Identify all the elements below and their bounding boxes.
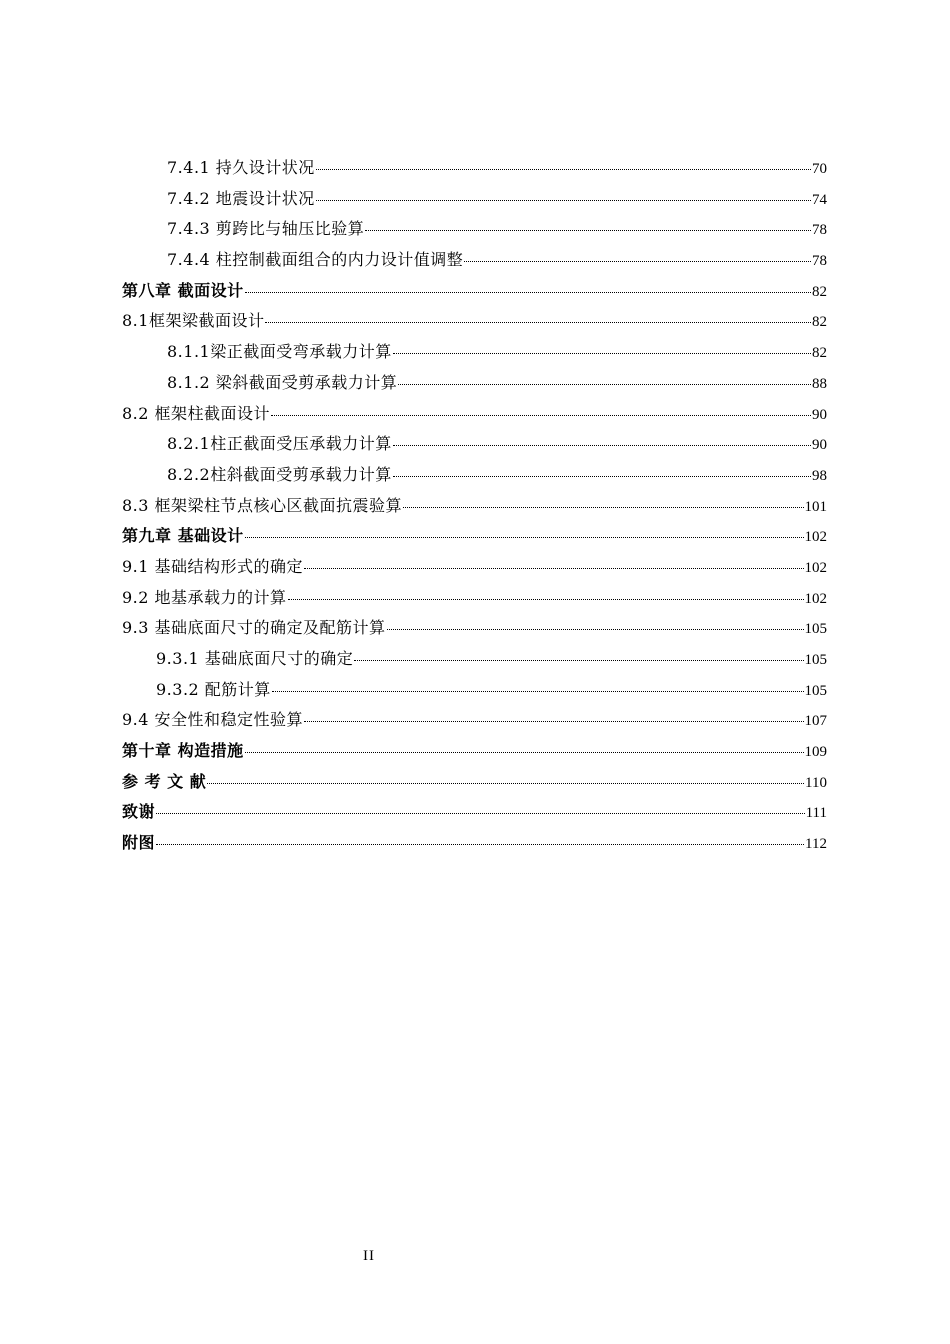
toc-entry[interactable] <box>122 767 827 798</box>
toc-entry-label: 8.2.1柱正截面受压承载力计算 <box>167 434 392 454</box>
toc-dot-leader <box>245 537 804 538</box>
toc-entry-label: 7.4.4 柱控制截面组合的内力设计值调整 <box>167 250 464 270</box>
toc-entry-page: 109 <box>804 744 827 761</box>
toc-entry-page: 90 <box>812 437 827 454</box>
toc-entry-label: 9.1 基础结构形式的确定 <box>122 556 304 576</box>
toc-entry-page: 102 <box>804 590 827 607</box>
toc-entry-label: 第十章 构造措施 <box>122 741 244 761</box>
toc-entry[interactable] <box>122 368 827 399</box>
toc-dot-leader <box>316 200 811 201</box>
toc-entry[interactable] <box>122 276 827 307</box>
toc-entry-label: 第九章 基础设计 <box>122 526 244 546</box>
toc-entry-label: 9.3.2 配筋计算 <box>156 679 271 699</box>
toc-dot-leader <box>387 629 804 630</box>
toc-entry[interactable] <box>122 613 827 644</box>
toc-entry-page: 107 <box>804 713 827 730</box>
toc-entry-page: 105 <box>804 621 827 638</box>
toc-entry-label: 8.1.2 梁斜截面受剪承载力计算 <box>167 372 398 392</box>
toc-dot-leader <box>393 476 811 477</box>
toc-entry-label: 附图 <box>122 833 156 853</box>
toc-dot-leader <box>464 261 811 262</box>
toc-entry-label: 8.2 框架柱截面设计 <box>122 403 271 423</box>
toc-entry-label: 9.2 地基承载力的计算 <box>122 587 287 607</box>
page-number: II <box>363 1248 375 1264</box>
toc-entry-page: 70 <box>812 161 827 177</box>
toc-entry[interactable] <box>122 736 827 767</box>
toc-entry[interactable] <box>122 705 827 736</box>
toc-entry-page: 111 <box>805 805 827 822</box>
toc-dot-leader <box>265 322 811 323</box>
toc-dot-leader <box>398 384 811 385</box>
toc-entry-page: 82 <box>812 314 827 331</box>
toc-dot-leader <box>365 230 811 231</box>
toc-entry-page: 110 <box>805 774 827 791</box>
toc-entry-page: 105 <box>804 652 827 668</box>
toc-entry-page: 105 <box>804 682 827 699</box>
toc-entry-page: 112 <box>805 836 827 853</box>
toc-entry-page: 88 <box>812 375 827 392</box>
toc-entry-label: 7.4.3 剪跨比与轴压比验算 <box>167 219 365 239</box>
toc-dot-leader <box>272 691 804 692</box>
toc-entry-page: 82 <box>812 283 827 300</box>
toc-entry-page: 74 <box>812 191 827 208</box>
toc-dot-leader <box>304 568 803 569</box>
toc-dot-leader <box>271 415 811 416</box>
toc-entry[interactable] <box>122 552 827 583</box>
toc-entry-label: 9.3 基础底面尺寸的确定及配筋计算 <box>122 618 386 638</box>
toc-entry[interactable] <box>122 245 827 276</box>
toc-dot-leader <box>316 169 811 170</box>
toc-entry-label: 参 考 文 献 <box>122 771 207 791</box>
toc-entry[interactable] <box>122 306 827 337</box>
toc-entry-label: 7.4.2 地震设计状况 <box>167 188 315 208</box>
toc-entry-page: 102 <box>804 559 827 576</box>
toc-entry[interactable] <box>122 797 827 828</box>
toc-entry[interactable] <box>122 521 827 552</box>
toc-dot-leader <box>245 752 804 753</box>
toc-entry-page: 98 <box>812 467 827 484</box>
toc-entry-page: 101 <box>804 498 827 515</box>
toc-entry-label: 8.3 框架梁柱节点核心区截面抗震验算 <box>122 495 403 515</box>
toc-dot-leader <box>288 599 804 600</box>
toc-dot-leader <box>207 783 804 784</box>
toc-dot-leader <box>304 721 803 722</box>
toc-dot-leader <box>354 660 803 661</box>
toc-entry-label: 致谢 <box>122 802 156 822</box>
toc-dot-leader <box>245 292 811 293</box>
toc-entry[interactable] <box>122 184 827 215</box>
toc-entry[interactable] <box>122 337 827 368</box>
toc-dot-leader <box>156 813 805 814</box>
toc-entry[interactable] <box>122 675 827 706</box>
toc-dot-leader <box>156 844 804 845</box>
toc-entry[interactable] <box>122 214 827 245</box>
toc-entry-page: 82 <box>812 345 827 362</box>
table-of-contents <box>122 153 827 859</box>
toc-entry[interactable] <box>122 644 827 675</box>
toc-entry-page: 90 <box>812 406 827 423</box>
toc-entry[interactable] <box>122 153 827 184</box>
toc-entry[interactable] <box>122 828 827 859</box>
toc-entry-page: 102 <box>804 529 827 546</box>
toc-entry[interactable] <box>122 460 827 491</box>
toc-entry[interactable] <box>122 491 827 522</box>
toc-entry-page: 78 <box>812 222 827 239</box>
toc-entry[interactable] <box>122 583 827 614</box>
toc-dot-leader <box>393 353 811 354</box>
toc-entry-page: 78 <box>812 253 827 270</box>
toc-dot-leader <box>403 507 803 508</box>
toc-entry-label: 8.1框架梁截面设计 <box>122 311 265 331</box>
toc-dot-leader <box>393 445 811 446</box>
toc-entry-label: 8.1.1梁正截面受弯承载力计算 <box>167 342 392 362</box>
toc-entry-label: 9.3.1 基础底面尺寸的确定 <box>156 649 354 668</box>
toc-entry-label: 9.4 安全性和稳定性验算 <box>122 710 304 730</box>
toc-entry-label: 第八章 截面设计 <box>122 280 244 300</box>
toc-entry-label: 7.4.1 持久设计状况 <box>167 158 315 177</box>
toc-entry[interactable] <box>122 399 827 430</box>
toc-entry-label: 8.2.2柱斜截面受剪承载力计算 <box>167 464 392 484</box>
toc-entry[interactable] <box>122 429 827 460</box>
